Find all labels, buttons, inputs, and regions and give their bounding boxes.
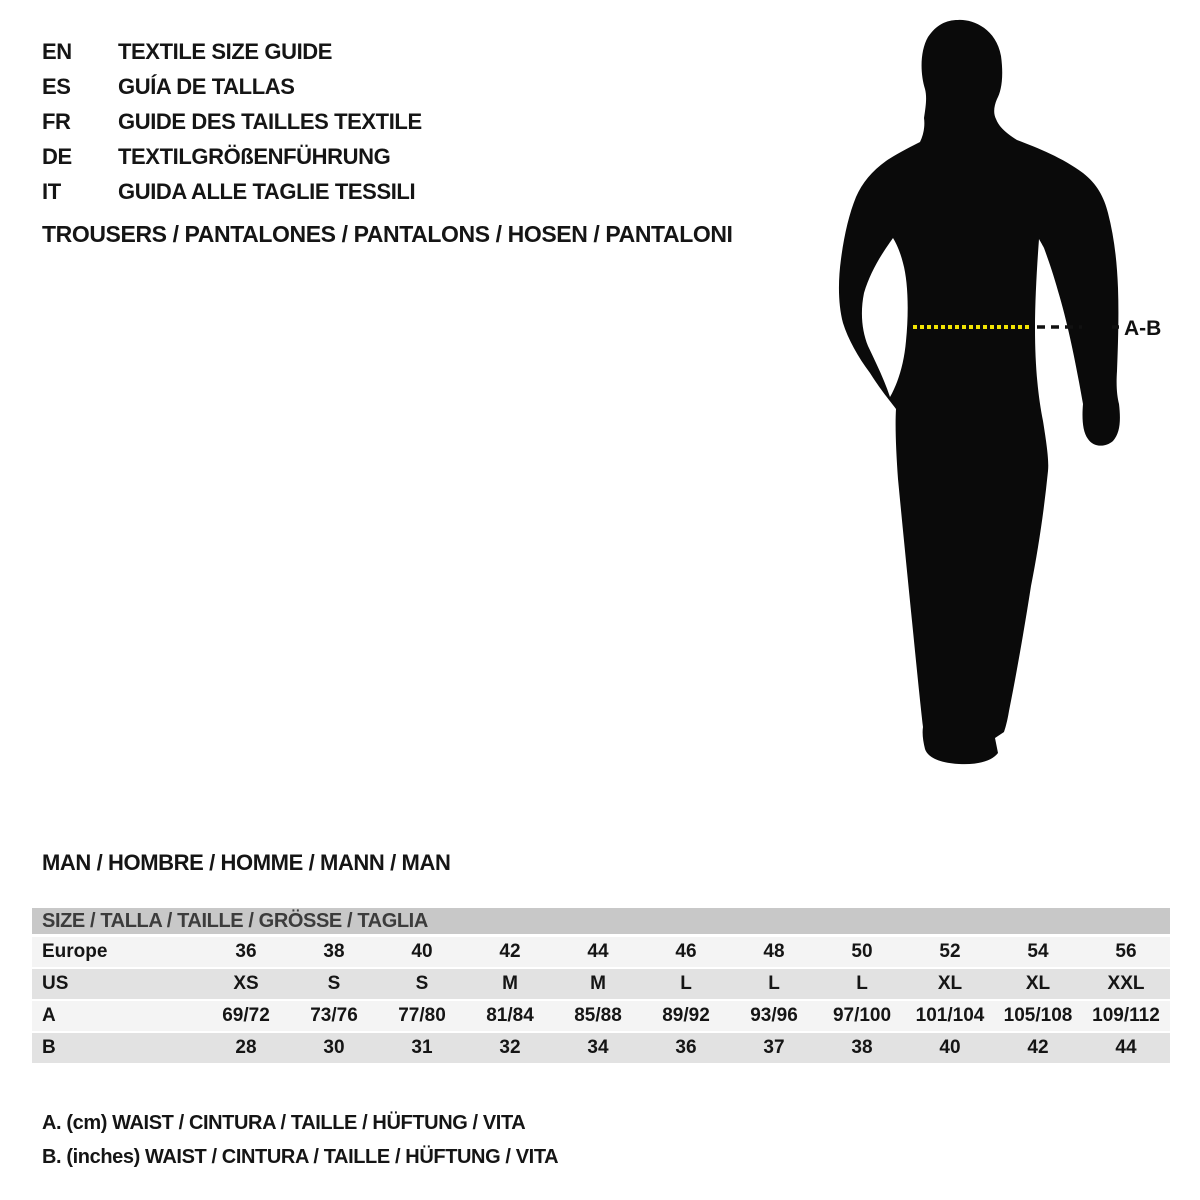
category-heading: TROUSERS / PANTALONES / PANTALONS / HOSEN / PANTALONI: [42, 221, 733, 247]
size-table-header: SIZE / TALLA / TAILLE / GRÖSSE / TAGLIA: [32, 908, 1170, 934]
footnote-a: A. (cm) WAIST / CINTURA / TAILLE / HÜFTUNG / VITA: [42, 1112, 526, 1134]
size-cell: 40: [411, 941, 433, 962]
size-cell: L: [768, 973, 780, 994]
language-title-list: [42, 34, 422, 209]
lang-row-es: [42, 69, 422, 104]
lang-code: IT: [42, 178, 61, 204]
size-cell: 77/80: [398, 1005, 446, 1026]
size-cell: S: [415, 973, 429, 994]
size-cell: XXL: [1107, 973, 1145, 994]
lang-title: GUÍA DE TALLAS: [118, 73, 295, 99]
size-cell: 32: [499, 1037, 521, 1058]
size-cell: 69/72: [222, 1005, 270, 1026]
footnotes: [42, 1106, 558, 1174]
size-cell: 50: [851, 941, 873, 962]
size-cell: L: [856, 973, 868, 994]
waist-measure-label: A-B: [1124, 317, 1162, 340]
lang-row-it: [42, 174, 422, 209]
size-cell: 89/92: [662, 1005, 710, 1026]
size-cell: 101/104: [915, 1005, 985, 1026]
row-label: Europe: [42, 941, 108, 962]
size-cell: 46: [675, 941, 697, 962]
table-row: [32, 969, 1170, 999]
size-cell: 44: [587, 941, 609, 962]
table-row: [32, 937, 1170, 967]
size-cell: 31: [411, 1037, 433, 1058]
lang-row-de: [42, 139, 422, 174]
size-cell: 85/88: [574, 1005, 622, 1026]
size-cell: 54: [1027, 941, 1049, 962]
man-silhouette: [839, 20, 1120, 764]
size-cell: 97/100: [832, 1005, 892, 1026]
size-cell: 36: [675, 1037, 697, 1058]
size-cell: 42: [499, 941, 521, 962]
row-label: US: [42, 973, 69, 994]
size-cell: 52: [939, 941, 961, 962]
size-cell: 44: [1115, 1037, 1137, 1058]
size-cell: M: [502, 973, 518, 994]
size-cell: 93/96: [750, 1005, 798, 1026]
size-table: [32, 908, 1170, 1065]
size-cell: 37: [763, 1037, 785, 1058]
table-row: [32, 1033, 1170, 1063]
size-cell: 36: [235, 941, 257, 962]
section-heading-man: MAN / HOMBRE / HOMME / MANN / MAN: [42, 850, 451, 875]
lang-title: GUIDE DES TAILLES TEXTILE: [118, 108, 422, 134]
size-cell: S: [327, 973, 341, 994]
size-cell: 42: [1027, 1037, 1049, 1058]
size-cell: 81/84: [486, 1005, 534, 1026]
lang-code: ES: [42, 73, 71, 99]
lang-code: EN: [42, 38, 72, 64]
size-cell: XL: [937, 973, 963, 994]
size-cell: 30: [323, 1037, 345, 1058]
size-cell: 28: [235, 1037, 257, 1058]
size-cell: 38: [851, 1037, 873, 1058]
size-table-rows: [32, 937, 1170, 1063]
lang-title: GUIDA ALLE TAGLIE TESSILI: [118, 178, 416, 204]
lang-row-en: [42, 34, 422, 69]
lang-code: DE: [42, 143, 72, 169]
size-cell: 40: [939, 1037, 961, 1058]
lang-title: TEXTILE SIZE GUIDE: [118, 38, 333, 64]
size-cell: 48: [763, 941, 785, 962]
lang-code: FR: [42, 108, 71, 134]
size-cell: XS: [233, 973, 259, 994]
size-cell: L: [680, 973, 692, 994]
row-label: B: [42, 1037, 56, 1058]
size-cell: 34: [587, 1037, 609, 1058]
size-cell: 109/112: [1092, 1005, 1160, 1026]
size-cell: 56: [1115, 941, 1137, 962]
size-cell: XL: [1025, 973, 1051, 994]
size-cell: M: [590, 973, 606, 994]
footnote-b: B. (inches) WAIST / CINTURA / TAILLE / HÜFTUNG / VITA: [42, 1146, 559, 1168]
row-label: A: [42, 1005, 56, 1026]
size-cell: 105/108: [1003, 1005, 1073, 1026]
size-cell: 73/76: [310, 1005, 358, 1026]
man-silhouette-figure: [820, 0, 1200, 800]
lang-title: TEXTILGRÖßENFÜHRUNG: [118, 143, 391, 169]
lang-row-fr: [42, 104, 422, 139]
size-cell: 38: [323, 941, 345, 962]
table-row: [32, 1001, 1170, 1031]
